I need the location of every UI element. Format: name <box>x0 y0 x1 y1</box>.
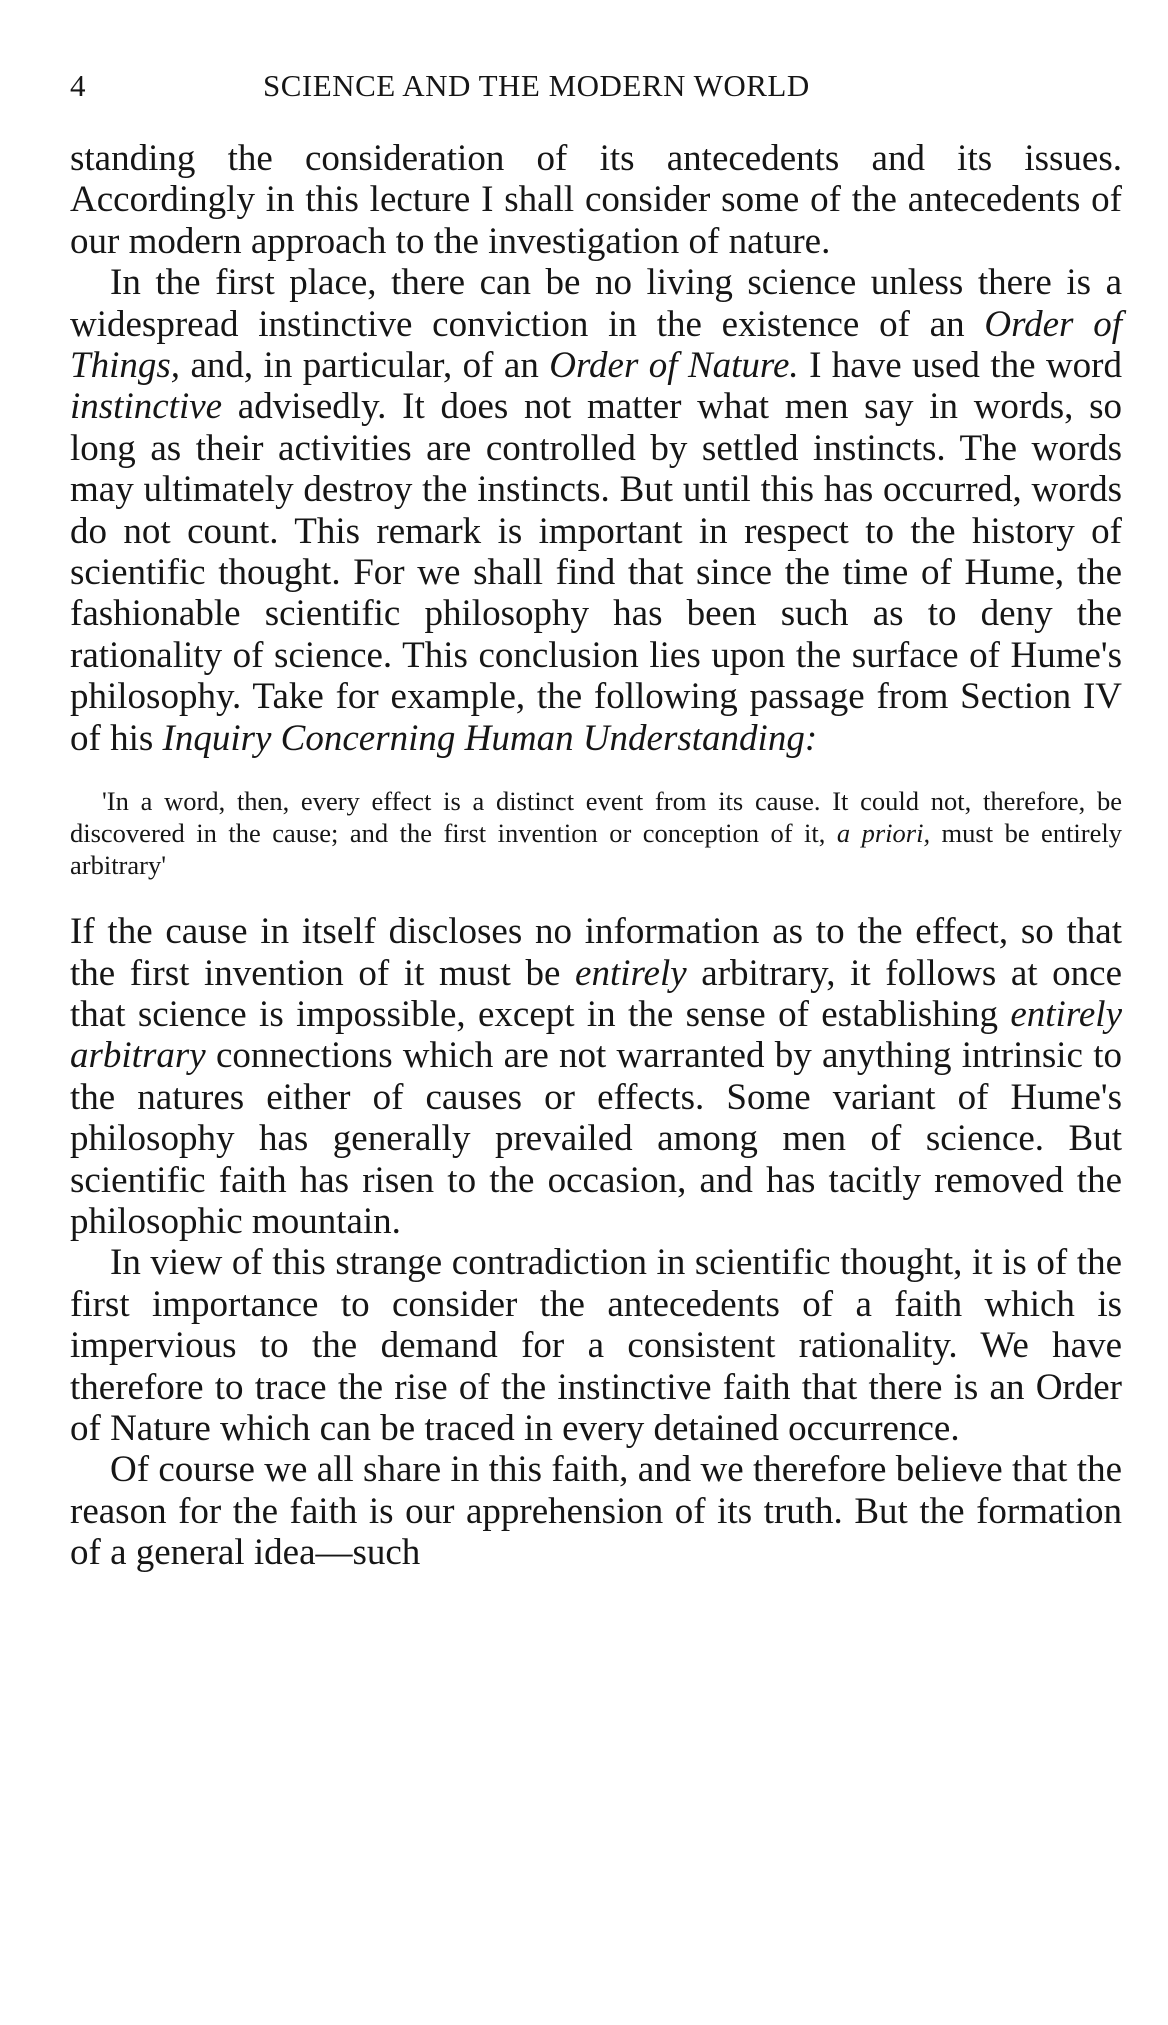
text-segment: advisedly. It does not matter what men say in words, so long as their activities are controlled by settled instincts. The words may ultimately destroy the instincts. But until this has occurred, words do not count. This remark is important in respect to the history of scientific thought. For we shall find that since the time of Hume, the fashionable scientific philosophy has been such as to deny the rationality of science. This conclusion lies upon the surface of Hume's philosophy. Take for example, the following passage from Section IV of his <box>70 386 1122 759</box>
paragraph-cause-effect <box>70 911 1122 1242</box>
text-segment: In the first place, there can be no living science unless there is a widespread instinctive conviction in the existence of an <box>70 262 1122 345</box>
body-text <box>70 138 1122 1574</box>
italic-phrase: entirely <box>575 952 687 994</box>
text-segment: and, in particular, of an <box>180 345 550 387</box>
text-segment: arbitrary, it follows at once that science is impossible, except in the sense of establishing <box>70 952 1122 1035</box>
quote-segment: 'In a word, then, every effect is a distinct event from its cause. It could not, therefore, be discovered in the cause; and the first invention or conception of it, <box>70 786 1122 849</box>
quote-segment: must be entirely arbitrary' <box>70 818 1122 881</box>
italic-phrase: Inquiry Concerning Human Understanding: <box>162 717 818 759</box>
block-quote-hume <box>70 785 1122 881</box>
italic-phrase: Order of Nature. <box>549 345 799 387</box>
paragraph-shared-faith: Of course we all share in this faith, and we therefore believe that the reason for the faith is our apprehension of its truth. But the formation of a general idea—such <box>70 1449 1122 1574</box>
paragraph-contradiction: In view of this strange contradiction in scientific thought, it is of the first importance to consider the antecedents of a faith which is impervious to the demand for a consistent rationality. We have therefore to trace the rise of the instinctive faith that there is an Order of Nature which can be traced in every detained occurrence. <box>70 1242 1122 1449</box>
paragraph-order-of-nature <box>70 262 1122 759</box>
paragraph-continuation: standing the consideration of its antecedents and its issues. Accordingly in this lecture I shall consider some of the antecedents of our modern approach to the investigation of nature. <box>70 138 1122 262</box>
italic-phrase: instinctive <box>70 386 223 428</box>
italic-phrase: a priori, <box>836 818 931 849</box>
italic-phrase: Order of Things, <box>70 303 1122 387</box>
text-segment: I have used the word <box>798 345 1122 387</box>
page-header <box>70 68 930 116</box>
running-head: SCIENCE AND THE MODERN WORLD <box>263 68 810 103</box>
page-number: 4 <box>70 68 86 103</box>
text-segment: connections which are not warranted by anything intrinsic to the natures either of causes or effects. Some variant of Hume's philosophy has generally prevailed among men of science. But scientific faith has risen to the occasion, and has tacitly removed the philosophic mountain. <box>70 1035 1122 1242</box>
text-segment: If the cause in itself discloses no information as to the effect, so that the first invention of it must be <box>70 911 1122 994</box>
italic-phrase: entirely arbitrary <box>70 993 1122 1077</box>
